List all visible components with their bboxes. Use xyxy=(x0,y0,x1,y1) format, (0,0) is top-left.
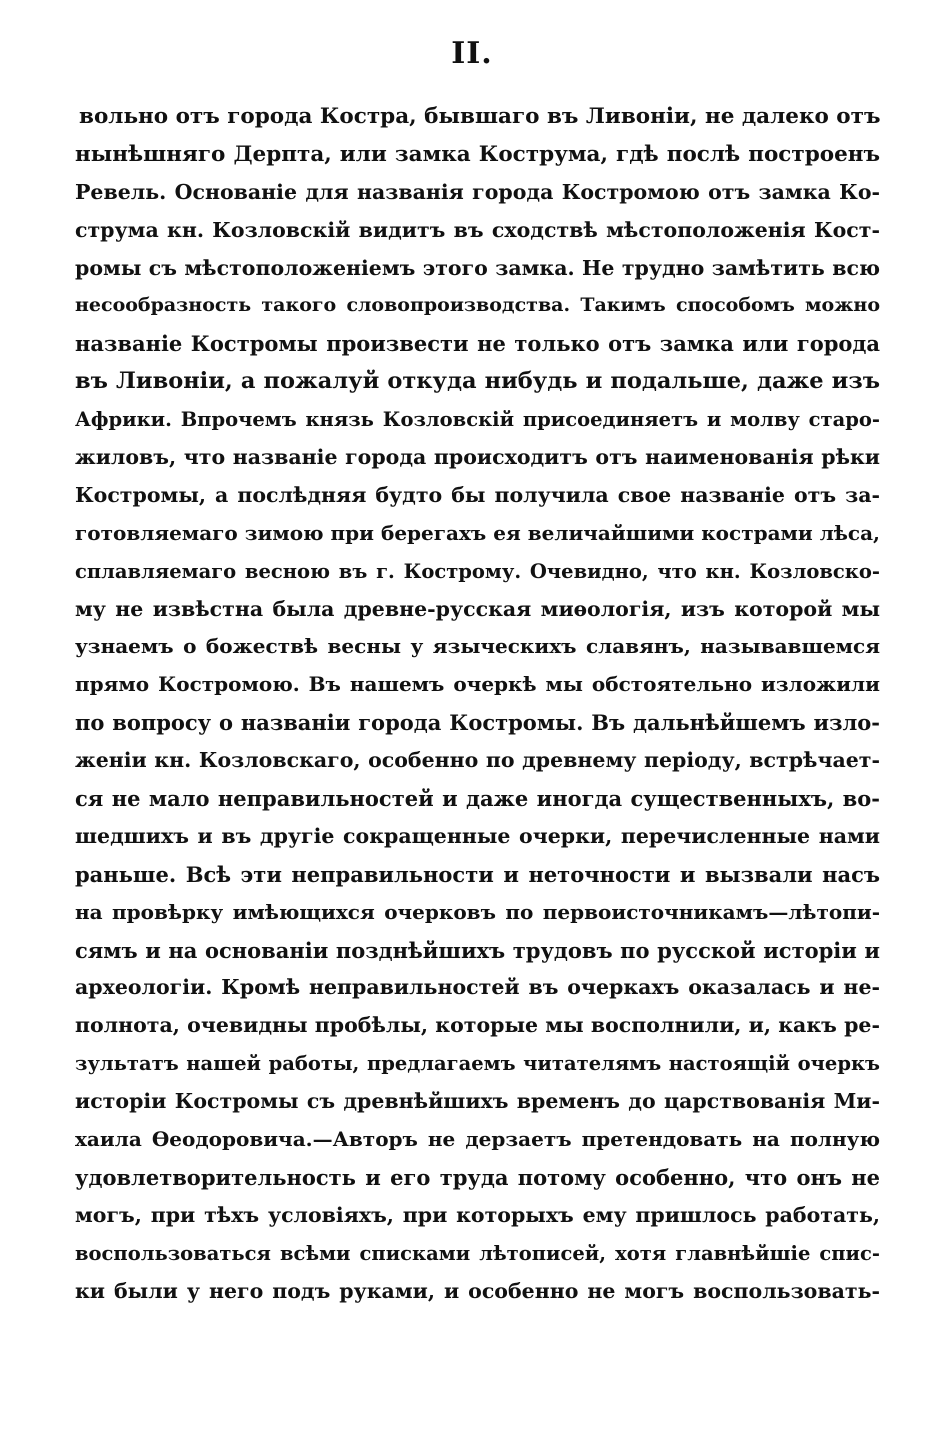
text-line: раньше. Всѣ эти неправильности и неточности и вызвали насъ xyxy=(75,861,880,887)
text-line: Ревель. Основаніе для названія города Костромою отъ замка Ко- xyxy=(75,179,880,204)
text-line: удовлетворительность и его труда потому особенно, что онъ не xyxy=(75,1164,880,1190)
text-line: ромы съ мѣстоположеніемъ этого замка. Не трудно замѣтить всю xyxy=(75,255,880,280)
text-line: могъ, при тѣхъ условіяхъ, при которыхъ ему пришлось работать, xyxy=(75,1202,880,1227)
text-line: струма кн. Козловскій видитъ въ сходствѣ мѣстоположенія Кост- xyxy=(75,217,880,242)
page-number: II. xyxy=(451,36,493,71)
text-line: шедшихъ и въ другіе сокращенные очерки, перечисленные нами xyxy=(75,823,880,848)
text-line: сплавляемаго весною въ г. Кострому. Очевидно, что кн. Козловско- xyxy=(75,559,880,583)
text-line: узнаемъ о божествѣ весны у языческихъ славянъ, называвшемся xyxy=(75,634,880,659)
text-line: прямо Костромою. Въ нашемъ очеркѣ мы обстоятельно изложили xyxy=(75,672,880,697)
body-text xyxy=(75,98,880,1311)
text-line: сямъ и на основаніи позднѣйшихъ трудовъ по русской исторіи и xyxy=(75,937,880,963)
text-line: жиловъ, что названіе города происходитъ отъ наименованія рѣки xyxy=(75,445,880,470)
text-line: зультатъ нашей работы, предлагаемъ читателямъ настоящій очеркъ xyxy=(75,1052,880,1076)
text-line: готовляемаго зимою при берегахъ ея величайшими кострами лѣса, xyxy=(75,520,880,545)
text-line: по вопросу о названіи города Костромы. Въ дальнѣйшемъ изло- xyxy=(75,710,880,736)
text-line: полнота, очевидны пробѣлы, которые мы восполнили, и, какъ ре- xyxy=(75,1013,880,1038)
text-line: Костромы, а послѣдняя будто бы получила свое названіе отъ за- xyxy=(75,482,880,507)
text-line: въ Ливоніи, а пожалуй откуда нибудь и подальше, даже изъ xyxy=(75,368,880,395)
text-line: Африки. Впрочемъ князь Козловскій присоединяетъ и молву старо- xyxy=(75,408,880,432)
text-line: женіи кн. Козловскаго, особенно по древнему періоду, встрѣчает- xyxy=(75,748,880,773)
text-line: нынѣшняго Дерпта, или замка Кострума, гдѣ послѣ построенъ xyxy=(75,141,880,167)
text-line: несообразность такого словопроизводства. Такимъ способомъ можно xyxy=(75,294,880,317)
text-line: на провѣрку имѣющихся очерковъ по первоисточникамъ—лѣтопи- xyxy=(75,899,880,924)
text-line: му не извѣстна была древне-русская миѳологія, изъ которой мы xyxy=(75,596,880,621)
text-line: исторіи Костромы съ древнѣйшихъ временъ до царствованія Ми- xyxy=(75,1089,880,1114)
text-line: археологіи. Кромѣ неправильностей въ очеркахъ оказалась и не- xyxy=(75,975,880,1000)
text-line: хаила Ѳеодоровича.—Авторъ не дерзаетъ претендовать на полную xyxy=(75,1127,880,1152)
text-line: воспользоваться всѣми списками лѣтописей, хотя главнѣйшіе спис- xyxy=(75,1241,880,1265)
text-line: ся не мало неправильностей и даже иногда существенныхъ, во- xyxy=(75,786,880,812)
text-line: названіе Костромы произвести не только отъ замка или города xyxy=(75,331,880,357)
text-line: вольно отъ города Костра, бывшаго въ Ливоніи, не далеко отъ xyxy=(79,104,880,129)
text-line: ки были у него подъ руками, и особенно не могъ воспользовать- xyxy=(75,1278,880,1303)
